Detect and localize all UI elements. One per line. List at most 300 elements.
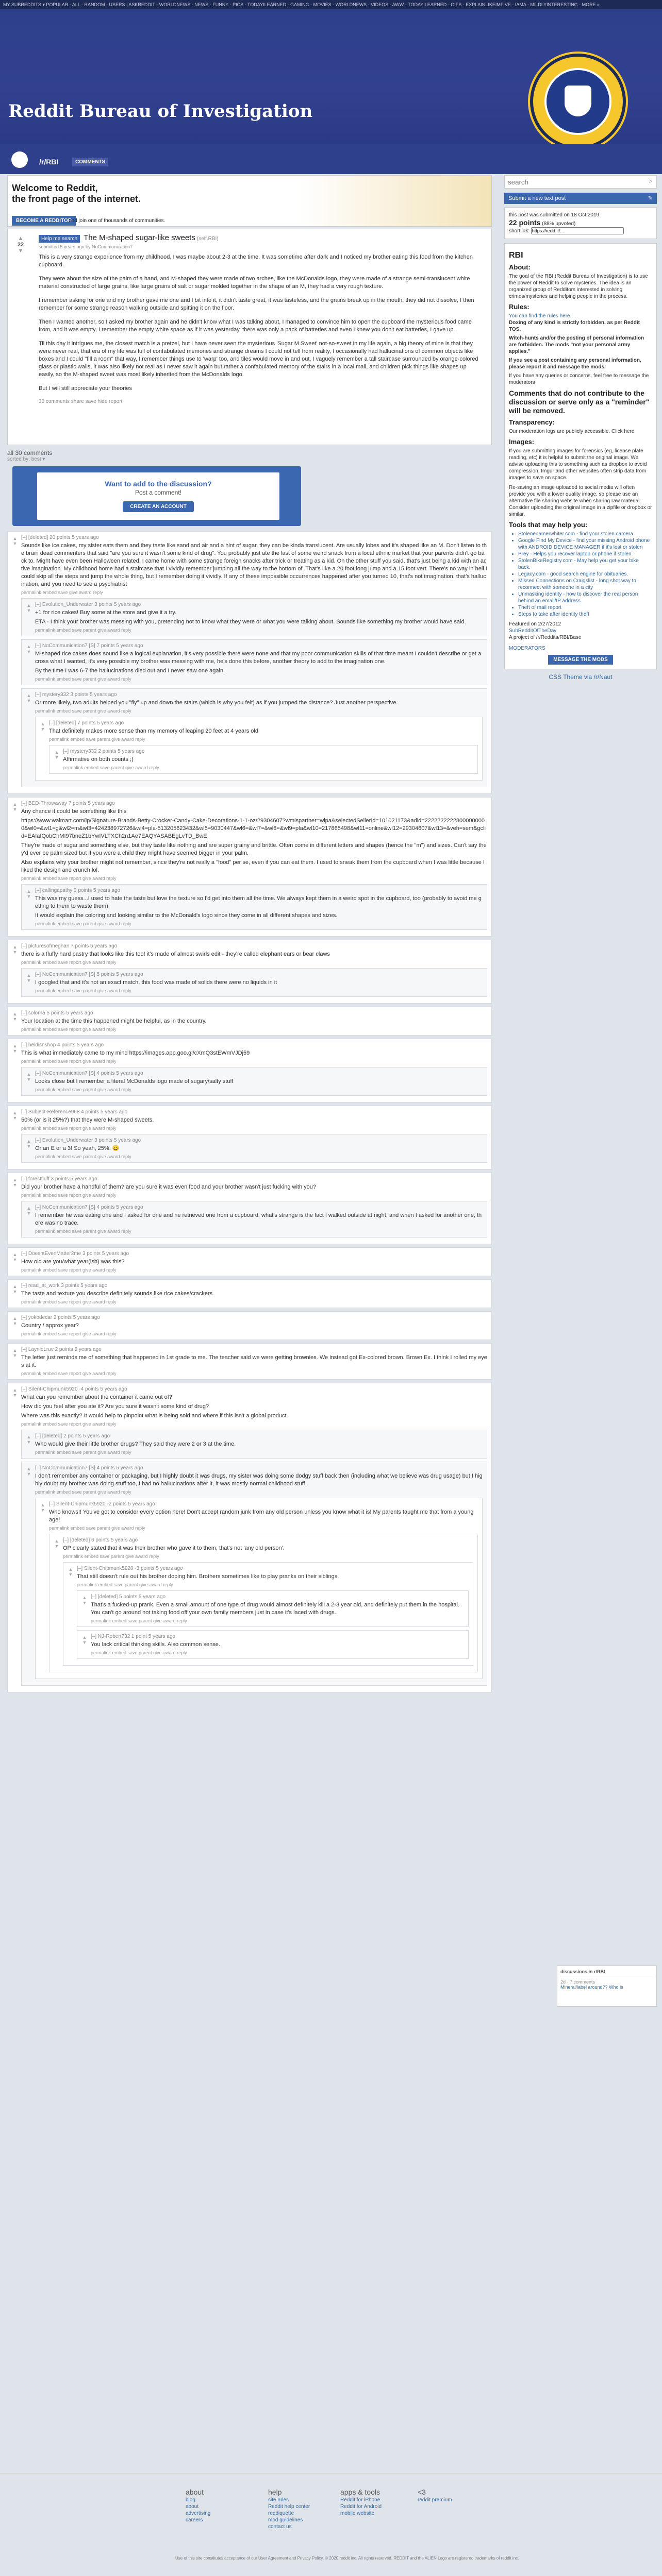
- comment: [35, 1498, 483, 1679]
- downvote-icon[interactable]: ▼: [12, 1321, 18, 1326]
- comment-header[interactable]: [–] callingapathy 3 points 5 years ago: [35, 888, 121, 893]
- comment-text: Also explains why your brother might not remember, since they're not really a "food" per se, even if you can eat them. I used to sneak them from the cupboard when I was little because I liked the design and crunch lol.: [21, 859, 485, 873]
- downvote-icon[interactable]: ▼: [26, 894, 31, 899]
- comment-actions[interactable]: permalink embed save parent give award reply: [49, 1526, 145, 1531]
- comment-vote[interactable]: [26, 693, 32, 703]
- tool-link[interactable]: • Theft of mail report: [518, 604, 652, 611]
- comment-vote[interactable]: [26, 1434, 32, 1445]
- comment-header[interactable]: [–] heidisnshop 4 points 5 years ago: [21, 1042, 104, 1048]
- post: [7, 229, 492, 445]
- footer-link[interactable]: advertising: [186, 2511, 211, 2516]
- comment: [7, 1343, 492, 1380]
- comment-text: It would explain the coloring and looking similar to the McDonald's logo since they come in all different shapes and sizes.: [35, 912, 338, 919]
- rule-1: Doxing of any kind is strictly forbidden, as per Reddit TOS.: [509, 320, 640, 332]
- downvote-icon[interactable]: ▼: [26, 1144, 31, 1149]
- upvote-icon[interactable]: ▲: [82, 1595, 87, 1600]
- downvote-icon[interactable]: ▼: [26, 1077, 31, 1082]
- upvote-icon[interactable]: ▲: [12, 1177, 18, 1182]
- footer-heart: [418, 2489, 452, 2503]
- footer-legal: Use of this site constitutes acceptance of our User Agreement and Privacy Policy. © 2020 reddit inc. All rights reserved. REDDIT and the ALIEN Logo are registered trademarks of reddit inc.: [175, 2556, 519, 2561]
- comment: [7, 1383, 492, 1692]
- comment-list: [7, 531, 492, 1692]
- comment-vote[interactable]: [26, 1139, 32, 1149]
- comment-text: That's a fucked-up prank. Even a small amount of one type of drug would almost definitely kill a 2-3 year old, and definitely put them in the hospital. You can't go around not taking food off your own family members just in case it's laced with drugs.: [91, 1602, 460, 1616]
- comment-actions[interactable]: permalink embed save parent give award reply: [35, 988, 131, 993]
- comment-text: By the time I was 6-7 the hallucinations died out and I never saw one again.: [35, 668, 225, 674]
- comment-text: Did your brother have a handful of them? are you sure it was even food and your brother wasn't just fucking with you?: [21, 1184, 316, 1190]
- comment-vote[interactable]: [12, 1252, 18, 1262]
- comment-text: Country / approx year?: [21, 1323, 79, 1329]
- upvote-icon[interactable]: ▲: [26, 973, 31, 978]
- comment-vote[interactable]: [26, 603, 32, 613]
- tool-link[interactable]: • Missed Connections on Craigslist - long shot way to reconnect with someone in a city: [518, 578, 652, 591]
- comment-vote[interactable]: [12, 1011, 18, 1022]
- footer-column-title: about: [186, 2488, 204, 2496]
- upvote-icon[interactable]: ▲: [12, 1348, 18, 1353]
- comment: [35, 717, 483, 781]
- comment-vote[interactable]: [12, 1177, 18, 1188]
- comment-actions[interactable]: permalink embed save report give award reply: [21, 876, 117, 881]
- comment-actions[interactable]: permalink embed save parent give award reply: [91, 1650, 187, 1655]
- comment-header[interactable]: [–] DoesntEvenMatter2me 3 points 5 years ago: [21, 1251, 129, 1257]
- comment-actions[interactable]: permalink embed save parent give award reply: [35, 1489, 131, 1495]
- downvote-icon[interactable]: ▼: [82, 1640, 87, 1645]
- comment-actions[interactable]: permalink embed save report give award reply: [21, 1027, 117, 1032]
- reddit-alien-icon[interactable]: [11, 151, 28, 168]
- comment: [21, 688, 487, 787]
- upvote-icon[interactable]: ▲: [68, 1567, 73, 1572]
- welcome-title-2: the front page of the internet.: [12, 194, 141, 204]
- footer-link[interactable]: Reddit for iPhone: [340, 2497, 380, 2503]
- comment-vote[interactable]: [68, 1567, 74, 1577]
- comment-actions[interactable]: permalink embed save parent give award reply: [49, 737, 145, 742]
- welcome-banner: [7, 175, 492, 227]
- comment-header[interactable]: [–] solorna 5 points 5 years ago: [21, 1010, 93, 1016]
- comment-vote[interactable]: [12, 1387, 18, 1398]
- comment-actions[interactable]: permalink embed save parent give award reply: [63, 765, 159, 770]
- upvote-icon[interactable]: ▲: [12, 1043, 18, 1048]
- comment-text: The taste and texture you describe definitely sounds like rice cakes/crackers.: [21, 1291, 214, 1297]
- comment-vote[interactable]: [54, 750, 60, 760]
- comment: [21, 1134, 487, 1163]
- transparency-title: Transparency:: [509, 418, 555, 426]
- rule-2: Witch-hunts and/or the posting of personal information are forbidden. The mods "not your personal army applies.": [509, 335, 644, 354]
- comment-vote[interactable]: [12, 1110, 18, 1121]
- css-theme-link[interactable]: CSS Theme via /r/Naut: [549, 673, 613, 681]
- comment-header[interactable]: [–] [deleted] 5 points 5 years ago: [91, 1594, 166, 1600]
- comment-text: ETA - I think your brother was messing with you, pretending not to know what they were or what you were talking about. Sounds like something my brother would have said.: [35, 619, 466, 625]
- tool-link[interactable]: • Legacy.com - good search engine for obituaries.: [518, 571, 652, 578]
- search-icon[interactable]: ⌕: [649, 178, 652, 184]
- downvote-icon[interactable]: ▼: [26, 649, 31, 654]
- footer-link[interactable]: about: [186, 2504, 199, 2510]
- upvote-icon[interactable]: ▲: [54, 750, 59, 755]
- pencil-icon: ✎: [648, 195, 653, 201]
- footer-link[interactable]: mod guidelines: [268, 2517, 303, 2523]
- comment: [21, 598, 487, 636]
- comment-header[interactable]: [–] Evolution_Underwater 3 points 5 years ago: [35, 602, 141, 607]
- downvote-icon[interactable]: ▼: [12, 1048, 18, 1054]
- comments-header: [7, 449, 492, 462]
- tool-link[interactable]: • Stolenenamerwhiter.com - find your stolen camera: [518, 531, 652, 537]
- downvote-icon[interactable]: ▼: [54, 1544, 59, 1549]
- comment-text: You lack critical thinking skills. Also common sense.: [91, 1641, 220, 1648]
- comment-vote[interactable]: [26, 644, 32, 654]
- create-account-button[interactable]: CREATE AN ACCOUNT: [123, 501, 194, 512]
- featured: Featured on 2/27/2012: [509, 621, 561, 627]
- upvote-icon[interactable]: ▲: [12, 536, 18, 541]
- comment-actions[interactable]: permalink embed save parent give award reply: [35, 628, 131, 633]
- comment: [21, 1430, 487, 1459]
- post-info: [504, 207, 657, 239]
- comment: [7, 940, 492, 1004]
- post-paragraph: Then I wanted another, so I asked my brother again and he didn't know what I was talking about, I managed to convince him to open the cupboard the mysterious food came from, and it was empty, I remember the empty white space as if it was yesterday, there was only a pack of batteries and even I knew you don't eat batteries, I gave up.: [39, 319, 472, 333]
- downvote-icon[interactable]: ▼: [12, 1016, 18, 1022]
- comment-vote[interactable]: [12, 1284, 18, 1294]
- comment-actions[interactable]: permalink embed save parent give award reply: [35, 921, 131, 926]
- comment-text: Looks close but I remember a literal McDonalds logo made of sugary/salty stuff: [35, 1078, 234, 1084]
- comment-actions[interactable]: permalink embed save report give award reply: [21, 1126, 117, 1131]
- post-paragraph: But I will still appreciate your theories: [39, 385, 132, 392]
- comment-actions[interactable]: permalink embed save report give award reply: [21, 1371, 117, 1376]
- comment-vote[interactable]: [12, 1316, 18, 1326]
- downvote-icon[interactable]: ▼: [26, 1439, 31, 1445]
- shortlink-label: shortlink:: [509, 228, 530, 234]
- comment-header[interactable]: [–] mystery332 2 points 5 years ago: [63, 749, 145, 754]
- upvote-icon[interactable]: ▲: [12, 1284, 18, 1289]
- rules-title: Rules:: [509, 303, 529, 311]
- upvote-icon[interactable]: ▲: [26, 1466, 31, 1471]
- upvote-icon[interactable]: ▲: [54, 1538, 59, 1544]
- comment: [21, 1201, 487, 1238]
- comment-text: Who would give their little brother drugs? They said they were 2 or 3 at the time.: [35, 1441, 236, 1447]
- comment-actions[interactable]: permalink embed save parent give award reply: [35, 1154, 131, 1159]
- post-score: 22: [17, 242, 24, 248]
- footer-apps: [340, 2489, 382, 2517]
- post-vote: [13, 235, 28, 254]
- comment-actions[interactable]: permalink embed save report give award reply: [21, 1331, 117, 1336]
- discussions-line-1: 2d · 7 comments: [560, 1979, 595, 1985]
- upvote-icon[interactable]: ▲: [26, 693, 31, 698]
- comment-header[interactable]: [–] Silent-Chipmunk5920 -4 points 5 years ago: [21, 1386, 127, 1392]
- comment-header[interactable]: [–] NoCommunication7 [S] 7 points 5 years ago: [35, 643, 143, 649]
- comment: [7, 1039, 492, 1103]
- images-text-2: Re-saving an image uploaded to social media will often provide you with a lower quality image, so please use an alternative file sharing website when sharing raw material. Consider uploading the original image in a zipfile or dropbox or similar.: [509, 485, 652, 517]
- submit-text-post-button[interactable]: [504, 193, 657, 204]
- comment-header[interactable]: [–] Subject-Reference968 4 points 5 years ago: [21, 1109, 128, 1115]
- comment-header[interactable]: [–] NoCommunication7 [S] 4 points 5 years ago: [35, 1071, 143, 1076]
- comment: [7, 1007, 492, 1036]
- downvote-icon[interactable]: ▼: [12, 1182, 18, 1188]
- comment-text: Any chance it could be something like this: [21, 808, 127, 815]
- comment-actions[interactable]: permalink embed save parent give award reply: [35, 1450, 131, 1455]
- comment-header[interactable]: [–] BED-Throwaway 7 points 5 years ago: [21, 801, 115, 806]
- comment-header[interactable]: [–] NoCommunication7 [S] 5 points 5 years ago: [35, 972, 143, 977]
- subreddit-name[interactable]: /r/RBI: [39, 158, 59, 166]
- comment-actions[interactable]: permalink embed save report give award reply: [21, 1193, 117, 1198]
- about-text: The goal of the RBI (Reddit Bureau of Investigation) is to use the power of Reddit to solve mysteries. The idea is an organized group of Redditors interested in solving crimes/mysteries and helping people in the process.: [509, 274, 648, 299]
- comment-header[interactable]: [–] NoCommunication7 [S] 4 points 5 years ago: [35, 1205, 143, 1210]
- comment-vote[interactable]: [12, 944, 18, 955]
- comment-text: Affirmative on both counts ;): [63, 756, 134, 762]
- comment-text: This is what immediately came to my mind https://images.app.goo.gl/cXmQ3stEWmVJDj59: [21, 1050, 250, 1056]
- add-discussion-title: Want to add to the discussion?: [105, 480, 212, 488]
- comment-actions[interactable]: permalink embed save parent give award reply: [35, 708, 131, 714]
- downvote-icon[interactable]: ▼: [54, 755, 59, 760]
- comment-text: Or an E or a 3! So yeah, 25%. 😄: [35, 1145, 120, 1151]
- downvote-icon[interactable]: ▼: [68, 1572, 73, 1577]
- header-tabs: [0, 144, 662, 174]
- comment-vote[interactable]: [12, 1043, 18, 1054]
- comment-text: That definitely makes more sense than my memory of leaping 20 feet at 4 years old: [49, 728, 258, 734]
- tools-list: [509, 531, 652, 618]
- comment-text: What can you remember about the container it came out of?: [21, 1394, 172, 1400]
- comment: [21, 1462, 487, 1686]
- comment-header[interactable]: [–] NoCommunication7 [S] 4 points 5 years ago: [35, 1465, 143, 1471]
- comment-header[interactable]: [–] [deleted] 6 points 5 years ago: [63, 1537, 138, 1543]
- upvote-icon[interactable]: ▲: [26, 603, 31, 608]
- comment-header[interactable]: [–] Silent-Chipmunk5920 -2 points 5 years ago: [49, 1501, 155, 1507]
- upvoted: (88% upvoted): [542, 221, 576, 227]
- welcome-title: Welcome to Reddit,: [12, 183, 98, 193]
- downvote-icon[interactable]: ▼: [26, 978, 31, 983]
- post-body: [39, 253, 487, 393]
- comment-header[interactable]: [–] [deleted] 2 points 5 years ago: [35, 1433, 110, 1439]
- footer-link[interactable]: mobile website: [340, 2511, 375, 2516]
- comment-actions[interactable]: permalink embed save parent give award reply: [35, 1087, 131, 1092]
- comment-header[interactable]: [–] NJ-Robert732 1 point 5 years ago: [91, 1634, 175, 1639]
- comment-actions[interactable]: permalink embed save parent give award reply: [35, 1229, 131, 1234]
- post-paragraph: This is a very strange experience from my childhood, I was maybe about 2-3 at the time. It was sometime after dark and I noticed my brother eating this food from the kitchen cupboard.: [39, 254, 473, 268]
- downvote-icon[interactable]: ▼: [26, 698, 31, 703]
- comment-vote[interactable]: [12, 536, 18, 546]
- comment-vote[interactable]: [40, 721, 46, 732]
- fbi-seal-logo: [530, 54, 626, 144]
- comment-header[interactable]: [–] [deleted] 7 points 5 years ago: [49, 720, 124, 726]
- downvote-icon[interactable]: ▼: [12, 950, 18, 955]
- footer-column-title: apps & tools: [340, 2488, 380, 2496]
- search-input[interactable]: [505, 176, 639, 188]
- upvote-icon[interactable]: ▲: [82, 1635, 87, 1640]
- shortlink-input[interactable]: [531, 227, 624, 234]
- banner-title: Reddit Bureau of Investigation: [8, 101, 313, 122]
- tool-link[interactable]: • Google Find My Device - find your missing Android phone with ANDROID DEVICE MANAGER if it's lost or stolen: [518, 537, 652, 551]
- comment-actions[interactable]: permalink embed save parent give award reply: [91, 1618, 187, 1623]
- comment-header[interactable]: [–] LaynieLruv 2 points 5 years ago: [21, 1347, 102, 1352]
- tool-link[interactable]: • Steps to take after identity theft: [518, 611, 652, 618]
- footer-link[interactable]: site rules: [268, 2497, 289, 2503]
- upvote-icon[interactable]: ▲: [26, 889, 31, 894]
- upvote-icon[interactable]: ▲: [12, 1387, 18, 1393]
- comment: [7, 797, 492, 937]
- points: 22 points: [509, 218, 541, 227]
- downvote-icon[interactable]: ▼: [26, 608, 31, 613]
- comment-header[interactable]: [–] picturesofmeghan 7 points 5 years ago: [21, 943, 118, 949]
- comment-count: all 30 comments: [7, 449, 53, 456]
- comment-text: +1 for rice cakes! Buy some at the store and give it a try.: [35, 609, 177, 616]
- comment-vote[interactable]: [40, 1502, 46, 1513]
- top-nav-bar[interactable]: MY SUBREDDITS ▾ POPULAR - ALL - RANDOM - USERS | ASKREDDIT - WORLDNEWS - NEWS - FUNNY - PICS - TODAYILEARNED - GAMING - MOVIES - WORLDNEWS - VIDEOS - AWW - TODAYILEARNED - GIFS - EXPLAINLIKEIMFIVE - IAMA - MILDLYINTERESTING - MORE »: [0, 0, 662, 9]
- images-text: If you are submitting images for forensics (eg, license plate reading, etc) it is helpful to submit the original image. We advise uploading this to something such as dropbox to avoid compression, Imgur and other websites often strip data from images to save on space.: [509, 448, 647, 481]
- downvote-icon[interactable]: ▼: [12, 1353, 18, 1358]
- post-title[interactable]: The M-shaped sugar-like sweets: [84, 233, 195, 242]
- post-domain[interactable]: (self.RBI): [196, 236, 219, 242]
- upvote-icon[interactable]: ▲: [12, 944, 18, 950]
- comment-text: Who knows!! You've got to consider every option here! Don't accept random junk from any old person unless you know what it is! My parents taught me that from a young age!: [49, 1509, 474, 1523]
- discussions-line-2[interactable]: Mineral/label around?? Who is: [560, 1985, 623, 1990]
- comment-vote[interactable]: [26, 1466, 32, 1477]
- search-box[interactable]: [504, 175, 657, 189]
- comment-text: there is a fluffy hard pastry that looks like this too! it's made of almost swirls edit - they're called elephant ears or bear claws: [21, 951, 330, 957]
- upvote-icon[interactable]: ▲: [26, 1206, 31, 1211]
- become-redditor-button[interactable]: BECOME A REDDITOR: [12, 216, 76, 226]
- comment-header[interactable]: [–] mystery332 3 points 5 years ago: [35, 692, 117, 698]
- comment-text: I don't remember any container or packaging, but I highly doubt it was drugs, my sister was doing some dodgy stuff back then (including what we believe was drug usage) but I highly doubt my brother was doing stuff too, I had no hallucinations after it, it was mostly normal childhood stuff.: [35, 1473, 483, 1487]
- footer-column-title: help: [268, 2488, 282, 2496]
- upvote-icon[interactable]: ▲: [18, 235, 24, 242]
- tool-link[interactable]: • StolenBikeRegistry.com - May help you get your bike back.: [518, 557, 652, 571]
- upvote-icon[interactable]: ▲: [40, 721, 45, 726]
- discussions-widget[interactable]: [557, 1965, 657, 2007]
- comment-text: I googled that and it's not an exact match, this food was made of solids there were no liquids in it: [35, 979, 277, 986]
- comment-vote[interactable]: [12, 1348, 18, 1358]
- upvote-icon[interactable]: ▲: [12, 802, 18, 807]
- upvote-icon[interactable]: ▲: [12, 1011, 18, 1016]
- footer-link[interactable]: Reddit for Android: [340, 2504, 382, 2510]
- upvote-icon[interactable]: ▲: [12, 1252, 18, 1257]
- comment-text: 50% (or is it 25%?) that they were M-shaped sweets.: [21, 1117, 154, 1123]
- downvote-icon[interactable]: ▼: [26, 1211, 31, 1216]
- footer-link[interactable]: blog: [186, 2497, 195, 2503]
- discussions-title: discussions in r/RBI: [560, 1969, 653, 1976]
- footer-column-title: <3: [418, 2488, 426, 2496]
- featured-link[interactable]: SubRedditOfTheDay: [509, 628, 557, 634]
- upvote-icon[interactable]: ▲: [12, 1316, 18, 1321]
- upvote-icon[interactable]: ▲: [12, 1110, 18, 1115]
- tool-link[interactable]: • Prey - Helps you recover laptop or phone if stolen.: [518, 551, 652, 557]
- comment-actions[interactable]: permalink embed save report give award reply: [21, 1059, 117, 1064]
- comment-actions[interactable]: permalink embed save parent give award reply: [77, 1582, 173, 1587]
- comment-header[interactable]: [–] [deleted] 20 points 5 years ago: [21, 535, 99, 540]
- upvote-icon[interactable]: ▲: [40, 1502, 45, 1507]
- comment-vote[interactable]: [26, 1206, 32, 1216]
- comment-text: That still doesn't rule out his brother doping him. Brothers sometimes like to play pranks on their siblings.: [77, 1573, 339, 1580]
- rule-3: If you see a post containing any personal information, please report it and message the mods.: [509, 358, 641, 370]
- comment: [7, 1279, 492, 1308]
- subreddit-info: [504, 243, 657, 669]
- footer-link[interactable]: reddiquette: [268, 2511, 294, 2516]
- comment: [7, 1106, 492, 1170]
- comment-vote[interactable]: [26, 973, 32, 983]
- moderators-heading[interactable]: MODERATORS: [509, 646, 545, 651]
- comment-actions[interactable]: permalink embed save parent give award reply: [63, 1554, 159, 1559]
- comment-text: How did you feel after you ate it? Are you sure it wasn't some kind of drug?: [21, 1403, 209, 1410]
- rule-5: Comments that do not contribute to the discussion or serve only as a "reminder" will be removed.: [509, 389, 650, 415]
- downvote-icon[interactable]: ▼: [82, 1600, 87, 1605]
- footer-link[interactable]: careers: [186, 2517, 203, 2523]
- post-meta: submitted 5 years ago by NoCommunication7: [39, 244, 133, 249]
- comment-text: They're made of sugar and something else, but they taste like nothing and are super grainy and brittle. Often come in different letters and shapes (hence the "m") and sizes. Can't say they'd ever be palm sized but if you were a child they might have seemed bigger in your palm.: [21, 842, 487, 856]
- comment-vote[interactable]: [26, 889, 32, 899]
- comment-text: How old are you/what year(ish) was this?: [21, 1259, 125, 1265]
- add-discussion-sub: Post a comment!: [135, 489, 182, 496]
- upvote-icon[interactable]: ▲: [26, 644, 31, 649]
- tool-link[interactable]: • Unmasking identity - how to discover the real person behind an email/IP address: [518, 591, 652, 604]
- downvote-icon[interactable]: ▼: [12, 541, 18, 546]
- comment: [21, 639, 487, 685]
- footer-link[interactable]: Reddit help center: [268, 2504, 310, 2510]
- comment-vote[interactable]: [81, 1635, 88, 1645]
- comment-header[interactable]: [–] yokodecar 2 points 5 years ago: [21, 1315, 100, 1320]
- comment-header[interactable]: [–] forestfluff 3 points 5 years ago: [21, 1176, 97, 1182]
- comment-actions[interactable]: permalink embed save report give award reply: [21, 1267, 117, 1273]
- comment-actions[interactable]: permalink embed save report give award reply: [21, 960, 117, 965]
- comment-text: I remember he was eating one and I asked for one and he retrieved one from a cupboard, what's strange is the fact I walked outside at night, and when I asked for another one, there was no trace.: [35, 1212, 482, 1226]
- comment-actions[interactable]: permalink embed save give award reply: [21, 590, 103, 595]
- downvote-icon[interactable]: ▼: [40, 726, 45, 732]
- downvote-icon[interactable]: ▼: [12, 1115, 18, 1121]
- comment-text: OP clearly stated that it was their brother who gave it to them, that's not 'any old person'.: [63, 1545, 285, 1551]
- tab-comments[interactable]: COMMENTS: [72, 158, 108, 166]
- sidebar-title: RBI: [509, 251, 523, 260]
- downvote-icon[interactable]: ▼: [12, 1257, 18, 1262]
- comment-vote[interactable]: [26, 1072, 32, 1082]
- downvote-icon[interactable]: ▼: [12, 807, 18, 812]
- downvote-icon[interactable]: ▼: [18, 248, 24, 254]
- comment-text: https://www.walmart.com/ip/Signature-Brands-Betty-Crocker-Candy-Cake-Decorations-1-1-oz/29304607?wmlspartner=wlpa&selectedSellerId=101021173&adid=22222222228000000000&wl0=&wl1=g&wl2=m&wl3=424238972726&wl4=pla-513205623432&wl5=9030447&wl6=&wl7=&wl8=&wl9=pla&wl10=217865498&wl11=online&wl12=29304607&wl13=&veh=sem&gclid=EAIaIQobChMI97bneZ1bYwIVLTXCh2n1Ae7EAQYASABEgLvTD_BwE: [21, 818, 486, 839]
- comment: [7, 531, 492, 794]
- post-flair: Help me search: [39, 235, 80, 243]
- rules-link[interactable]: You can find the rules here.: [509, 313, 572, 319]
- footer-about: [186, 2489, 210, 2523]
- comment-text: Or more likely, two adults helped you "fly" up and down the stairs (which is why you felt) as if you jumped the distance? Just another perspective.: [35, 700, 398, 706]
- comment-header[interactable]: [–] Silent-Chipmunk5920 -3 points 5 years ago: [77, 1566, 183, 1571]
- downvote-icon[interactable]: ▼: [26, 1471, 31, 1477]
- comment-actions[interactable]: permalink embed save parent give award reply: [35, 676, 131, 682]
- comment-text: M-shaped rice cakes does sound like a logical explanation, it's very possible there were none and that my poor communication skills of that time meant I couldn't describe or get across what I wanted, it's very possible my brother was messing with me, he's done this before, another theory to add to the imagination one.: [35, 651, 482, 665]
- comment: [21, 968, 487, 997]
- downvote-icon[interactable]: ▼: [12, 1289, 18, 1294]
- about-title: About:: [509, 263, 531, 271]
- footer-link[interactable]: contact us: [268, 2524, 292, 2530]
- comment: [7, 1173, 492, 1244]
- comment-vote[interactable]: [54, 1538, 60, 1549]
- comment-text: The letter just reminds me of something that happened in 1st grade to me. The teacher said we were getting brownies. We instead got Ex-colored brown. Brown Ex. I think I rolled my eyes at it.: [21, 1354, 487, 1368]
- footer-link[interactable]: reddit premium: [418, 2497, 452, 2503]
- upvote-icon[interactable]: ▲: [26, 1139, 31, 1144]
- sort-dropdown[interactable]: sorted by: best ▾: [7, 456, 45, 462]
- comment-text: Sounds like ice cakes, my sister eats them and they taste like sand and air and a hint of sugar, they can be kinda translucent. Are usually lobes and it's shaped like an M. Don't listen to the brain dead commenters that said "are you sure it wasn't some kind of drug". You probably just ate the last of some weird snack from a local ethnic market that your parents didn't go back to. Might have even been Halloween related, I came home with some strange foreign snacks after trick or treating as a kid. On the other stuff you said, that's just being a kid with an active imagination. My childhood home had a staircase that I vividly remember jumping all the way to the bottom of. That's like a 20 foot long jump and a 15 foot vert. There's no way in hell I could skip all the steps and jump the whole thing, but I remember doing it vividly. If any of these impossible occurrences happened after you turned 10, that's not imagination, that's hallucination, and you need to see a psychiatrist: [21, 543, 487, 587]
- comment-header[interactable]: [–] read_at_work 3 points 5 years ago: [21, 1283, 108, 1289]
- comment-text: Your location at the time this happened might be helpful, as in the country.: [21, 1018, 207, 1024]
- post-actions[interactable]: 30 comments share save hide report: [39, 399, 123, 404]
- post-paragraph: Til this day it intrigues me, the closest match is a pretzel, but I have never seen the mysterious 'Sugar M Sweet' not-so-sweet in my life again, a big theory of mine is that they were never real, that era of my life was full of confabulated memories and strange dreams I could not tell from reality, I occasionally had hallucinations of common objects like boxes and I could "fill a room" that way, I remember things use to 'warp' too, and tiles would move in and out, I vaguely remember a tall staircase surrounded by orange-colored glass or plastic walls, it was also likely not real as I never saw it again but rather a confabulated memory of the stairs in a local mall, and children pick things like shapes up easily, so the M-shaped sweet was most likely inherited from the McDonalds logo.: [39, 341, 478, 378]
- project[interactable]: A project of /r/Reddits/RBI/Base: [509, 635, 582, 640]
- welcome-text: and join one of thousands of communities.: [69, 218, 166, 224]
- comment-vote[interactable]: [12, 802, 18, 812]
- downvote-icon[interactable]: ▼: [12, 1393, 18, 1398]
- comment-vote[interactable]: [81, 1595, 88, 1605]
- comment-actions[interactable]: permalink embed save report give award reply: [21, 1421, 117, 1427]
- upvote-icon[interactable]: ▲: [26, 1434, 31, 1439]
- upvote-icon[interactable]: ▲: [26, 1072, 31, 1077]
- comment-actions[interactable]: permalink embed save report give award reply: [21, 1299, 117, 1304]
- transparency-text[interactable]: Our moderation logs are publicly accessible. Click here: [509, 429, 635, 434]
- comment-header[interactable]: [–] Evolution_Underwater 3 points 5 years ago: [35, 1138, 141, 1143]
- downvote-icon[interactable]: ▼: [40, 1507, 45, 1513]
- comment-text: Where was this exactly? It would help to pinpoint what is being sold and where if this isn't a global product.: [21, 1413, 288, 1419]
- message-mods-button[interactable]: MESSAGE THE MODS: [548, 655, 613, 665]
